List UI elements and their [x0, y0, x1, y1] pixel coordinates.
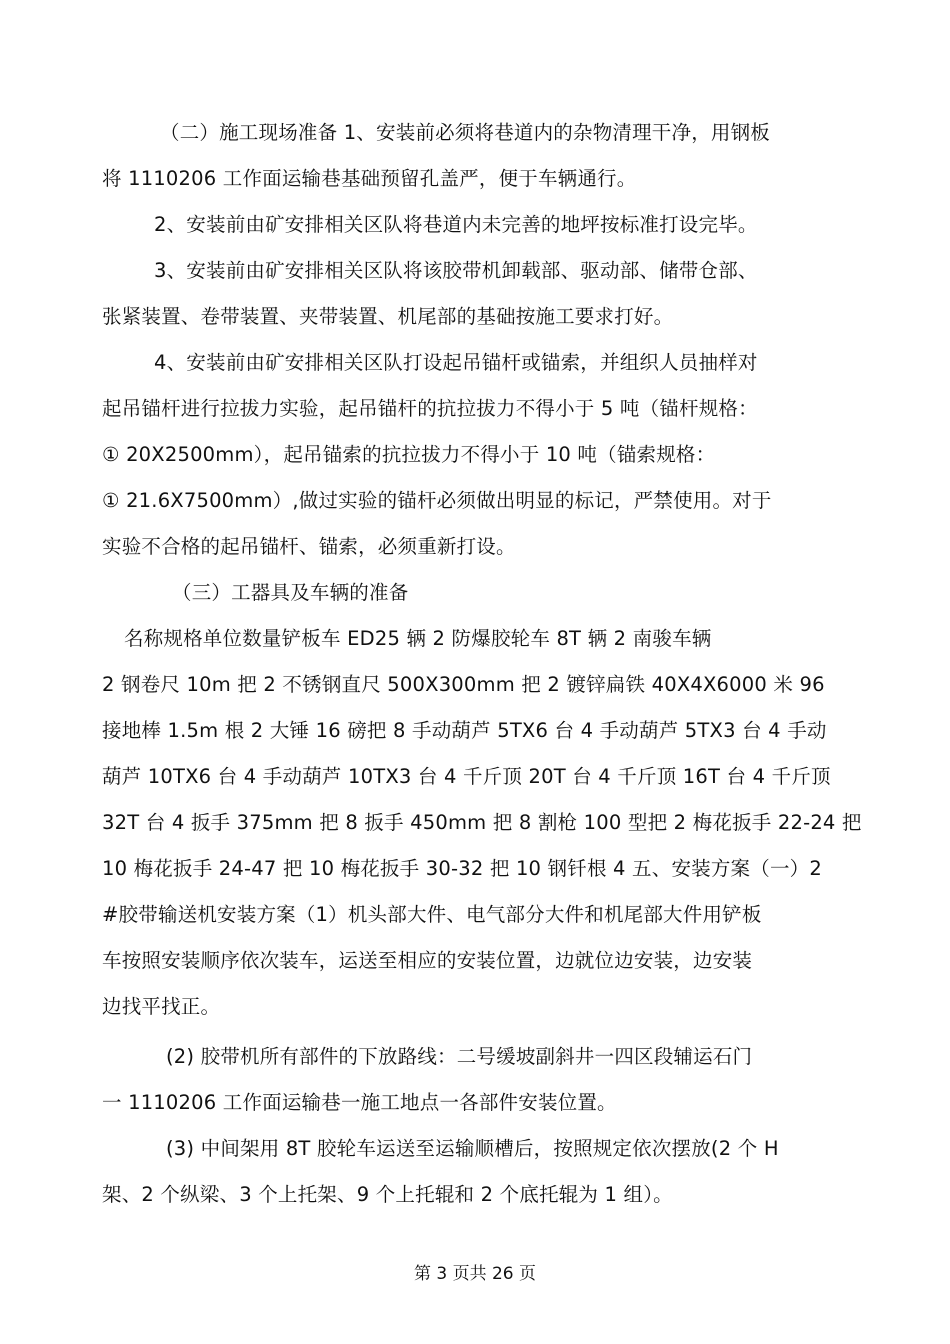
text-line: 将 1110206 工作面运输巷基础预留孔盖严，便于车辆通行。	[102, 167, 637, 190]
text-line: 边找平找正。	[102, 995, 221, 1018]
text-line: 3、安装前由矿安排相关区队将该胶带机卸载部、驱动部、储带仓部、	[154, 259, 758, 282]
text-line: (3) 中间架用 8T 胶轮车运送至运输顺槽后，按照规定依次摆放(2 个 H	[166, 1137, 779, 1160]
paragraph-frame	[102, 1126, 848, 1218]
text-line: 实验不合格的起吊锚杆、锚索，必须重新打设。	[102, 535, 516, 558]
paragraph-anchor	[102, 340, 848, 570]
text-line: 起吊锚杆进行拉拔力实验，起吊锚杆的抗拉拔力不得小于 5 吨（锚杆规格：	[102, 397, 758, 420]
text-line: 一 1110206 工作面运输巷一施工地点一各部件安装位置。	[102, 1091, 617, 1114]
text-line: (2) 胶带机所有部件的下放路线：二号缓坡副斜井一四区段辅运石门	[166, 1045, 753, 1068]
text-line: 名称规格单位数量铲板车 ED25 辆 2 防爆胶轮车 8T 辆 2 南骏车辆	[124, 627, 712, 650]
section-heading-tools	[102, 570, 848, 616]
text-line: 车按照安装顺序依次装车，运送至相应的安装位置，边就位边安装，边安装	[102, 949, 753, 972]
text-line: ① 20X2500mm），起吊锚索的抗拉拔力不得小于 10 吨（锚索规格：	[102, 443, 716, 466]
page-footer	[0, 1262, 950, 1286]
text-line: 葫芦 10TX6 台 4 手动葫芦 10TX3 台 4 千斤顶 20T 台 4 千斤顶 16T 台 4 千斤顶	[102, 765, 831, 788]
text-line: 2、安装前由矿安排相关区队将巷道内未完善的地坪按标准打设完毕。	[154, 213, 758, 236]
text-line: 2 钢卷尺 10m 把 2 不锈钢直尺 500X300mm 把 2 镀锌扁铁 40X4X6000 米 96	[102, 673, 825, 696]
text-line: 张紧装置、卷带装置、夹带装置、机尾部的基础按施工要求打好。	[102, 305, 674, 328]
paragraph-floor	[102, 202, 848, 248]
page-number-label: 第 3 页共 26 页	[413, 1264, 537, 1284]
paragraph-tools-list	[102, 616, 862, 1030]
text-line: ① 21.6X7500mm）,做过实验的锚杆必须做出明显的标记，严禁使用。对于	[102, 489, 772, 512]
text-line: （三）工器具及车辆的准备	[172, 581, 409, 604]
text-line: 32T 台 4 扳手 375mm 把 8 扳手 450mm 把 8 割枪 100 型把 2 梅花扳手 22-24 把	[102, 811, 862, 834]
text-line: 10 梅花扳手 24-47 把 10 梅花扳手 30-32 把 10 钢钎根 4 五、安装方案（一）2	[102, 857, 822, 880]
text-line: #胶带输送机安装方案（1）机头部大件、电气部分大件和机尾部大件用铲板	[102, 903, 762, 926]
text-line: 架、2 个纵梁、3 个上托架、9 个上托辊和 2 个底托辊为 1 组）。	[102, 1183, 673, 1206]
paragraph-foundation	[102, 248, 848, 340]
text-line: 接地棒 1.5m 根 2 大锤 16 磅把 8 手动葫芦 5TX6 台 4 手动葫芦 5TX3 台 4 手动	[102, 719, 827, 742]
paragraph-site-prep	[102, 110, 848, 202]
text-line: 4、安装前由矿安排相关区队打设起吊锚杆或锚索，并组织人员抽样对	[154, 351, 758, 374]
text-line: （二）施工现场准备 1、安装前必须将巷道内的杂物清理干净，用钢板	[160, 121, 771, 144]
paragraph-route	[102, 1034, 848, 1126]
